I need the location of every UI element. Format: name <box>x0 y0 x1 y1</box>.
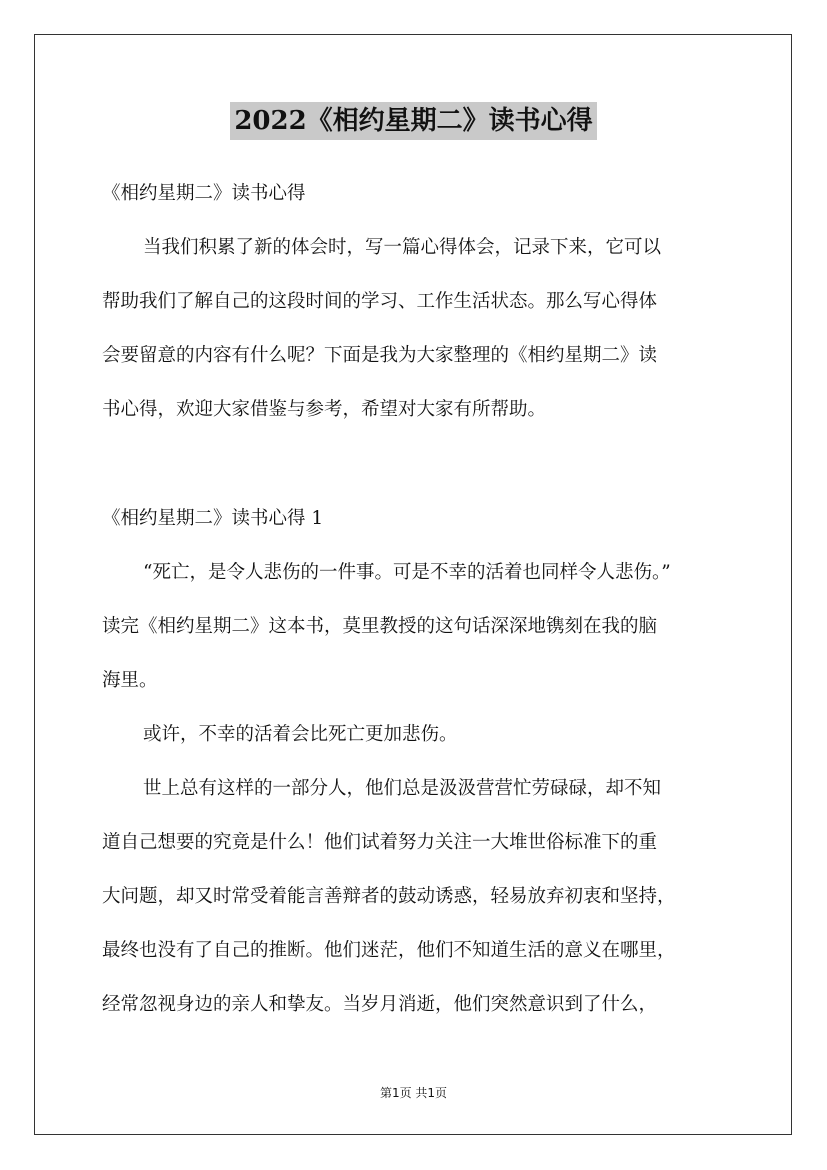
document-title-wrap <box>0 102 827 140</box>
paragraph-line: 会要留意的内容有什么呢？下面是我为大家整理的《相约星期二》读 <box>102 345 658 366</box>
paragraph-line: 海里。 <box>102 670 158 691</box>
page-footer: 第1页 共1页 <box>379 1086 448 1100</box>
paragraph-line: 大问题，却又时常受着能言善辩者的鼓动诱惑，轻易放弃初衷和坚持， <box>102 886 676 907</box>
paragraph-line: 世上总有这样的一部分人，他们总是汲汲营营忙劳碌碌，却不知 <box>143 778 662 799</box>
document-title: 2022《相约星期二》读书心得 <box>230 102 596 140</box>
paragraph-line: 经常忽视身边的亲人和挚友。当岁月消逝，他们突然意识到了什么， <box>102 994 658 1015</box>
paragraph-line: 书心得，欢迎大家借鉴与参考，希望对大家有所帮助。 <box>102 399 547 420</box>
paragraph-line: 帮助我们了解自己的这段时间的学习、工作生活状态。那么写心得体 <box>102 291 658 312</box>
paragraph-line: 当我们积累了新的体会时，写一篇心得体会，记录下来，它可以 <box>143 237 662 258</box>
paragraph-line: “死亡，是令人悲伤的一件事。可是不幸的活着也同样令人悲伤。” <box>143 562 671 583</box>
section-heading: 《相约星期二》读书心得 1 <box>102 508 324 529</box>
paragraph-line: 道自己想要的究竟是什么！他们试着努力关注一大堆世俗标准下的重 <box>102 832 658 853</box>
document-subtitle: 《相约星期二》读书心得 <box>102 183 306 204</box>
paragraph-line: 或许，不幸的活着会比死亡更加悲伤。 <box>143 724 458 745</box>
paragraph-line: 最终也没有了自己的推断。他们迷茫，他们不知道生活的意义在哪里， <box>102 940 676 961</box>
paragraph-line: 读完《相约星期二》这本书，莫里教授的这句话深深地镌刻在我的脑 <box>102 616 658 637</box>
